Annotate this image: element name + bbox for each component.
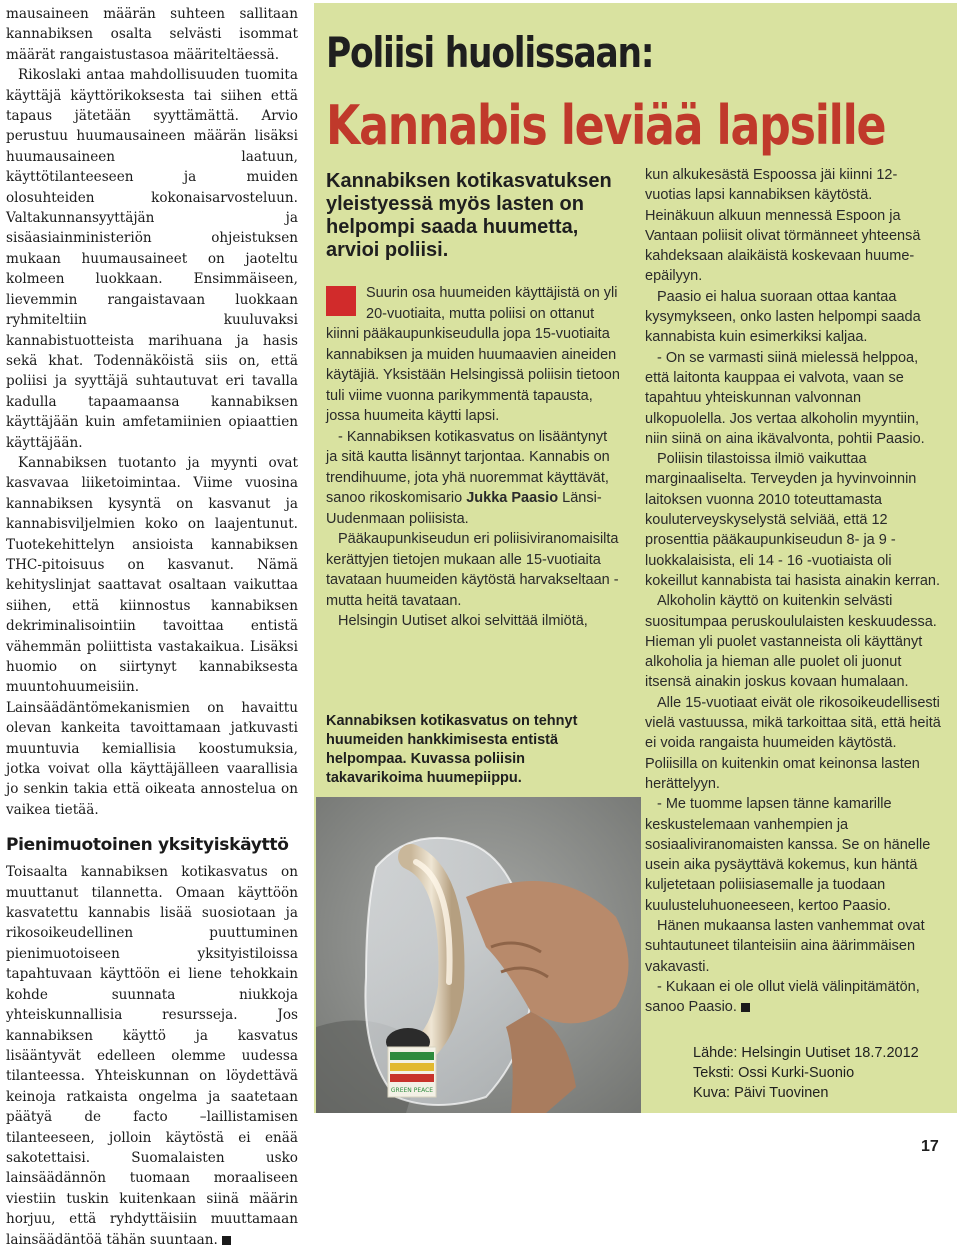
middle-paragraph: Pääkaupunkiseudun eri poliisiviranomaisilta kerättyjen tietojen mukaan alle 15-vuotiaita tavataan huumeiden käytöstä harvakseltaan - mutta heitä tavataan.	[326, 531, 619, 609]
photo-label-text: GREEN PEACE	[390, 1087, 434, 1094]
middle-paragraph	[326, 427, 620, 530]
end-mark-icon	[741, 1003, 750, 1012]
right-paragraph: Paasio ei halua suoraan ottaa kantaa kysymykseen, onko lasten helpompi saada kannabista kuin esimerkiksi kaljaa.	[645, 288, 921, 346]
subheading: Pienimuotoinen yksityiskäyttö	[6, 835, 289, 856]
page-number: 17	[921, 1138, 939, 1155]
red-square-icon	[326, 286, 356, 316]
pipe-photo-icon	[316, 797, 641, 1113]
right-paragraph-final-text: - Kukaan ei ole ollut vielä välinpitämätön, sanoo Paasio.	[645, 978, 920, 1016]
right-paragraph: kun alkukesästä Espoossa jäi kiinni 12-vuotias lapsi kannabiksen käytöstä. Heinäkuun alkuun mennessä Espoon ja Vantaan poliisit olivat törmänneet yhteensä kahdeksaan alaikäistä koskevaan huume-epäilyyn.	[645, 167, 921, 285]
credit-text: Teksti: Ossi Kurki-Suonio	[693, 1065, 855, 1081]
right-column	[645, 165, 943, 1017]
photo-caption: Kannabiksen kotikasvatus on tehnyt huumeiden hankkimisesta entistä helpompaa. Kuvassa poliisin takavarikoima huumepiippu.	[326, 713, 578, 786]
quoted-name: Jukka Paasio	[466, 490, 559, 506]
credit-source: Lähde: Helsingin Uutiset 18.7.2012	[693, 1045, 919, 1061]
right-paragraph: - Me tuomme lapsen tänne kamarille keskustelemaan vanhempien ja sosiaaliviranomaisten kanssa. Se on hänelle usein aika pysäyttävä kokemus, kun häntä kuljetetaan poliisiasemalle ja tuodaan kuulusteluhuoneeseen, kertoo Paasio.	[645, 796, 931, 914]
middle-paragraph: Helsingin Uutiset alkoi selvittää ilmiötä,	[338, 613, 588, 629]
headline-primary: Poliisi huolissaan:	[326, 28, 654, 77]
right-paragraph: Hänen mukaansa lasten vanhemmat ovat suhtautuneet tilanteisiin aina äärimmäisen vakavasti.	[645, 917, 925, 975]
left-column	[6, 4, 298, 1250]
middle-paragraph	[326, 283, 620, 427]
pipe-photo	[316, 797, 641, 1113]
right-paragraph: Poliisin tilastoissa ilmiö vaikuttaa marginaaliselta. Terveyden ja hyvinvoinnin laitoksen vuonna 2010 toteuttamasta kouluterveyskyselystä selviää, että 12 prosenttia pääkaupunkiseudun 8- ja 9 -luokkalaisista, eli 14 - 16 -vuotiaista oli kokeillut kannabista tai hasista ainakin kerran.	[645, 451, 940, 589]
lead-paragraph: Kannabiksen kotikasvatuksen yleistyessä myös lasten on helpompi saada huumetta, arvioi poliisi.	[326, 170, 612, 261]
end-mark-icon	[222, 1236, 231, 1245]
left-paragraph-final-text: Toisaalta kannabiksen kotikasvatus on muuttanut tilannetta. Omaan käyttöön kasvatettu kannabis lisää suosiotaan ja rikosoikeudellinen puuttuminen pienimuotoiseen yksityistiloissa tapahtuvaan käyttöön ei liene tehokkain kohde suunnata niukkoja yhteiskunnallisia resursseja. Jos kannabiksen käyttö ja kasvatus lisääntyvät edelleen olemme uudessa tilanteessa. Yhteiskunnan on löydettävä keinoja ratkaista ongelma ja saatetaan päätyä de facto –laillistamisen tilanteeseen, jolloin käytöstä ei enää sakotettaisi. Suomalaisten usko lainsäädännön tuomaan moraaliseen viestiin tuskin kuitenkaan siinä määrin horjuu, että ryhdyttäisiin muuttamaan lainsäädäntöä tähän suuntaan.	[6, 864, 298, 1248]
middle-paragraph-text: Suurin osa huumeiden käyttäjistä on yli 20-vuotiaita, mutta poliisi on ottanut kiinni pääkaupunkiseudulla jopa 15-vuotiaita kannabiksen ja muiden huumaavien aineiden käytäjiä. Yksistään Helsingissä poliisin tietoon tuli viime vuonna parikymmentä tapausta, jossa huumeita käytti lapsi.	[326, 285, 620, 424]
left-paragraph: mausaineen määrän suhteen sallitaan kannabiksen osalta selvästi isommat määrät rangaistustasoa määriteltäessä.	[6, 6, 298, 63]
credit-photo: Kuva: Päivi Tuovinen	[693, 1085, 829, 1101]
middle-column	[326, 283, 620, 632]
middle-paragraph-text: Länsi-Uudenmaan poliisista.	[326, 490, 602, 527]
right-paragraph-final	[645, 977, 943, 1018]
credits	[693, 1043, 919, 1103]
right-paragraph: - On se varmasti siinä mielessä helppoa, että laitonta kauppaa ei valvota, vaan se tapahtuu yhteiskunnan valvonnan ulkopuolella. Jos vertaa alkoholin myyntiin, niin siinä on aina ikävalvonta, pohtii Paasio.	[645, 349, 925, 447]
left-paragraph: Kannabiksen tuotanto ja myynti ovat kasvavaa liiketoimintaa. Viime vuosina kannabiksen kysyntä on kasvanut ja kannabisviljelmien koko on laajentunut. Tuotekehittelyn ansioista kannabiksen THC-pitoisuus on kasvanut. Nämä kehityslinjat saattavat osaltaan vaikuttaa siihen, että kiinnostus kannabiksen dekriminalisointiin tavoittaa entistä vähemmän poliittista vastakaikua. Lisäksi huomio on siirtynyt kannabiksesta muuntohuumeisiin. Lainsäädäntömekanismien on havaittu olevan kankeita tavoittamaan jatkuvasti muuntuvia kemiallisia koostumuksia, jotka voivat olla käyttäjälleen vaarallisia jo senkin takia että oikeata annostelua on vaikea tietää.	[6, 454, 298, 818]
left-paragraph: Rikoslaki antaa mahdollisuuden tuomita käyttäjä käyttörikoksesta tai siihen että tapaus jätetään syyttämättä. Arvio perustuu huumausaineen määrän lisäksi huumausaineen laatuun, käyttötilanteeseen ja muiden olosuhteiden kokonaisarvosteluun. Valtakunnansyyttäjän ja sisäasiainministeriön ohjeistuksen mukaan huumausaineet on jaoteltu kolmeen luokkaan. Ensimmäiseen, lievemmin rangaistavaan luokkaan ryhmiteltiin kuuluvaksi kannabistuotteista marihuana ja hasis sekä khat. Todennäköistä siis on, että poliisi ja syyttäjä suhtautuvat eri tavalla kadulla tapaamaansa kannabiksen käyttäjään kuin amfetamiinien opiaattien käyttäjään.	[6, 67, 298, 451]
left-paragraph-final	[6, 862, 298, 1250]
right-paragraph: Alkoholin käyttö on kuitenkin selvästi suositumpaa peruskoululaisten keskuudessa. Hieman yli puolet vastanneista oli käyttänyt alkoholia ja hieman alle puolet oli juonut itsensä ainakin joskus kovaan humalaan.	[645, 593, 937, 691]
headline-secondary: Kannabis leviää lapsille	[326, 94, 886, 157]
middle-paragraph-text: - Kannabiksen kotikasvatus on lisääntynyt ja sitä kautta lisännyt tarjontaa. Kannabis on trendihuume, jota yhä nuoremmat käyttävät, sanoo rikoskomisario	[326, 428, 610, 506]
right-paragraph: Alle 15-vuotiaat eivät ole rikosoikeudellisesti vielä vastuussa, mikä tarkoittaa sitä, että heitä ei voida rangaista huumeiden käytöstä. Poliisilla on kuitenkin omat keinonsa lasten herättelyyn.	[645, 694, 941, 792]
